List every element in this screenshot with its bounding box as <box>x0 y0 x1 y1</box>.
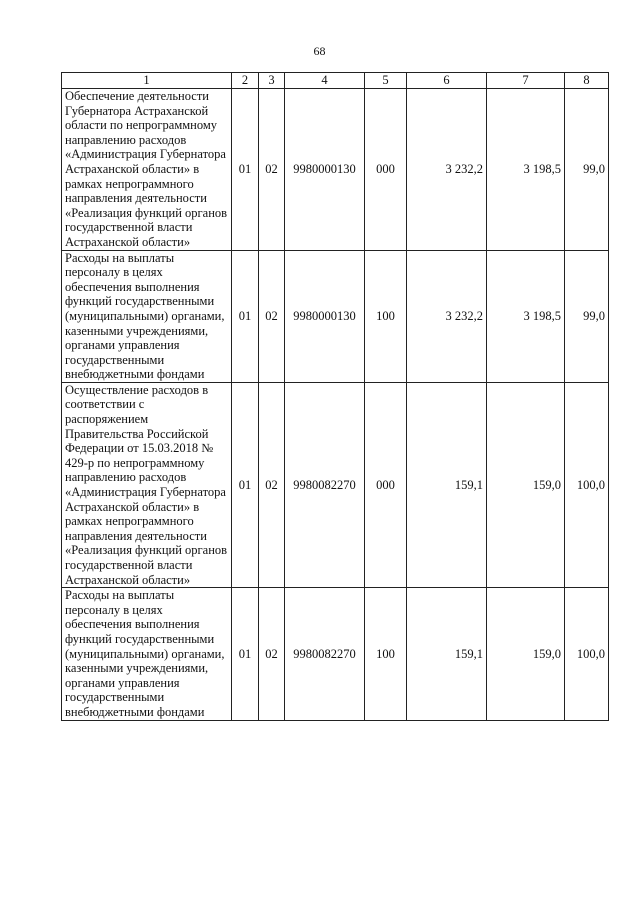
section-cell: 01 <box>232 588 259 720</box>
table-row <box>62 89 609 251</box>
executed-amount-cell: 159,0 <box>487 588 565 720</box>
executed-amount-cell: 159,0 <box>487 382 565 587</box>
target-article-cell: 9980082270 <box>285 382 365 587</box>
table-row <box>62 382 609 587</box>
subsection-cell: 02 <box>259 588 285 720</box>
column-number-header: 2 <box>232 73 259 89</box>
subsection-cell: 02 <box>259 250 285 382</box>
page-number: 68 <box>313 44 326 58</box>
percent-cell: 100,0 <box>565 382 609 587</box>
percent-cell: 99,0 <box>565 89 609 251</box>
expense-name-cell: Расходы на выплаты персоналу в целях обеспечения выполнения функций государственными (муниципальными) органами, казенными учреждениями, органами управления государственными внебюджетными фондами <box>62 588 232 720</box>
column-number-header-row <box>62 73 609 89</box>
subsection-cell: 02 <box>259 89 285 251</box>
expense-name-cell: Осуществление расходов в соответствии с распоряжением Правительства Российской Федерации от 15.03.2018 № 429-р по непрограммному направлению расходов «Администрация Губернатора Астраханской области» в рамках непрограммного направления деятельности «Реализация функций органов государственной власти Астраханской области» <box>62 382 232 587</box>
table-row <box>62 250 609 382</box>
executed-amount-cell: 3 198,5 <box>487 89 565 251</box>
column-number-header: 3 <box>259 73 285 89</box>
section-cell: 01 <box>232 382 259 587</box>
executed-amount-cell: 3 198,5 <box>487 250 565 382</box>
percent-cell: 99,0 <box>565 250 609 382</box>
section-cell: 01 <box>232 89 259 251</box>
expense-name-cell: Расходы на выплаты персоналу в целях обеспечения выполнения функций государственными (муниципальными) органами, казенными учреждениями, органами управления государственными внебюджетными фондами <box>62 250 232 382</box>
expense-name-cell: Обеспечение деятельности Губернатора Астраханской области по непрограммному направлению расходов «Администрация Губернатора Астраханской области» в рамках непрограммного направления деятельности «Реализация функций органов государственной власти Астраханской области» <box>62 89 232 251</box>
budget-execution-table <box>61 72 609 721</box>
target-article-cell: 9980000130 <box>285 89 365 251</box>
percent-cell: 100,0 <box>565 588 609 720</box>
column-number-header: 8 <box>565 73 609 89</box>
column-number-header: 1 <box>62 73 232 89</box>
planned-amount-cell: 159,1 <box>407 588 487 720</box>
column-number-header: 6 <box>407 73 487 89</box>
column-number-header: 5 <box>365 73 407 89</box>
planned-amount-cell: 159,1 <box>407 382 487 587</box>
target-article-cell: 9980082270 <box>285 588 365 720</box>
expense-type-cell: 000 <box>365 382 407 587</box>
expense-type-cell: 100 <box>365 250 407 382</box>
planned-amount-cell: 3 232,2 <box>407 89 487 251</box>
expense-type-cell: 100 <box>365 588 407 720</box>
column-number-header: 4 <box>285 73 365 89</box>
table-row <box>62 588 609 720</box>
planned-amount-cell: 3 232,2 <box>407 250 487 382</box>
target-article-cell: 9980000130 <box>285 250 365 382</box>
column-number-header: 7 <box>487 73 565 89</box>
subsection-cell: 02 <box>259 382 285 587</box>
expense-type-cell: 000 <box>365 89 407 251</box>
section-cell: 01 <box>232 250 259 382</box>
